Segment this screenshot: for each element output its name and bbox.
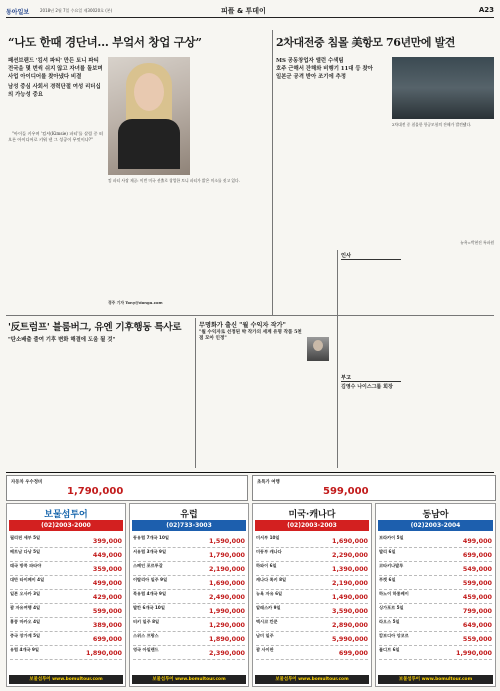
ad-row-price: 1,290,000 <box>209 621 245 629</box>
article1-sub3: 남성 중심 사회서 경력단절 여성 리더십의 가능성 중요 <box>8 84 101 98</box>
article2-sub1: MS 공동창업자 앨런 수색팀 <box>276 58 344 64</box>
column-divider-2 <box>195 318 196 468</box>
ad-row-name: 미서부 10일 <box>256 535 280 540</box>
ad-row-name: 멕시코 칸쿤 <box>256 619 278 624</box>
ad-row-price: 559,000 <box>462 635 492 643</box>
article1-subheads <box>8 57 103 99</box>
article1-headline: “나도 한때 경단녀… 부엌서 창업 구상” <box>8 35 202 49</box>
ad-row-price: 2,190,000 <box>332 579 368 587</box>
ad-top-right-price: 599,000 <box>323 486 369 497</box>
ad-row-price: 1,690,000 <box>332 537 368 545</box>
funeral-body-col2 <box>418 392 494 466</box>
ad-row-price: 359,000 <box>92 565 122 573</box>
issue-date: 2018년 2월 7일 수요일 제30020호 (본) <box>40 8 113 13</box>
ad-row-price: 1,690,000 <box>209 579 245 587</box>
ad-row[interactable] <box>379 590 492 604</box>
ad-row-price: 1,890,000 <box>86 649 122 657</box>
photo-face-shape <box>134 73 164 111</box>
ad-row-name: 중국 장가계 5일 <box>10 633 41 638</box>
ad-row[interactable] <box>10 548 122 562</box>
ad-row-name: 필리핀 세부 5일 <box>10 535 41 540</box>
ad-row[interactable] <box>379 646 492 660</box>
article2-photo <box>392 57 494 119</box>
ad-row-name: 스위스 프랑스 <box>133 633 159 638</box>
ad-row-name: 싱가포르 5일 <box>379 605 404 610</box>
ad-row-name: 남미 일주 <box>256 633 274 638</box>
ad-row-name: 캐나다 록키 8일 <box>256 577 287 582</box>
article4-body-col2 <box>268 366 333 466</box>
ad-row-name: 알래스카 9일 <box>256 605 281 610</box>
ad-row-name: 코타키나발루 <box>379 563 404 568</box>
ad-brand: 보물섬투어 <box>44 510 88 520</box>
ad-row[interactable] <box>10 604 122 618</box>
ad-row-price: 699,000 <box>338 649 368 657</box>
ad-phone-banner: (02)2003-2000 <box>9 520 123 531</box>
article3-body-col2 <box>100 348 190 466</box>
ad-phone-banner: (02)733-3003 <box>132 520 246 531</box>
ad-row[interactable] <box>256 632 368 646</box>
ad-row-name: 뉴욕 자유 6일 <box>256 591 283 596</box>
ad-row-price: 699,000 <box>462 551 492 559</box>
portrait-head-shape <box>313 340 323 351</box>
ad-row-price: 2,190,000 <box>209 565 245 573</box>
ad-column-3[interactable] <box>252 503 372 687</box>
ad-row-price: 459,000 <box>462 593 492 601</box>
ad-top-left-price: 1,790,000 <box>67 486 124 497</box>
article1-sub1: 패션브랜드 '킴셔 파티' 만든 토니 파티 <box>8 58 99 64</box>
ad-row-price: 599,000 <box>462 579 492 587</box>
ad-footer[interactable]: 보물섬투어 www.bomultour.com <box>132 675 246 684</box>
ad-row-price: 1,590,000 <box>209 537 245 545</box>
article1-sub2: 전국을 몇 번씩 쉬지 않고 자녀를 돌보며 사업 아이디어를 찾아냈다 비결 <box>8 66 103 80</box>
ad-row[interactable] <box>10 632 122 646</box>
ad-row-name: 하노이 하롱베이 <box>379 591 409 596</box>
people-section-label: 인사 <box>341 252 401 260</box>
ad-row-price: 2,390,000 <box>209 649 245 657</box>
photo-dress-shape <box>118 119 180 169</box>
ad-row[interactable] <box>256 618 368 632</box>
ad-row-price: 699,000 <box>92 635 122 643</box>
article1-body-col3 <box>196 57 266 307</box>
ad-row-price: 399,000 <box>92 537 122 545</box>
ad-row-name: 서유럽 3개국 9일 <box>133 549 167 554</box>
ad-row-price: 2,890,000 <box>332 621 368 629</box>
article4-body <box>199 366 264 466</box>
article1-body <box>8 131 103 309</box>
ad-row-name: 터키 일주 8일 <box>133 619 160 624</box>
page-number: A23 <box>478 6 494 14</box>
article4-sub: "월 수익자로 선정된 박 작가의 세계 유명 작품 5천 점 모아 인정" <box>199 330 302 341</box>
ad-brand: 미국·캐나다 <box>288 510 336 520</box>
ad-row[interactable] <box>133 632 245 646</box>
ad-column-4[interactable] <box>375 503 496 687</box>
ad-row[interactable] <box>256 548 368 562</box>
ad-row[interactable] <box>379 562 492 576</box>
ad-row-name: 하와이 6일 <box>256 563 277 568</box>
ad-row-name: 보라카이 5일 <box>379 535 404 540</box>
ad-row[interactable] <box>133 548 245 562</box>
ad-row[interactable] <box>379 548 492 562</box>
ad-row-name: 몰디브 6일 <box>379 647 400 652</box>
article2-caption: 2차대전 중 침몰한 항공모함의 잔해가 발견됐다. <box>392 122 472 127</box>
ad-row[interactable] <box>133 646 245 660</box>
column-divider-3 <box>337 250 338 468</box>
ad-row-price: 549,000 <box>462 565 492 573</box>
ad-row[interactable] <box>256 562 368 576</box>
ad-brand: 유럽 <box>180 510 198 520</box>
ad-column-1[interactable] <box>6 503 126 687</box>
ad-row-price: 449,000 <box>92 551 122 559</box>
ad-row-name: 괌 사이판 <box>256 647 274 652</box>
ad-row[interactable] <box>379 534 492 548</box>
ad-phone-banner: (02)2003-2003 <box>255 520 369 531</box>
ad-row[interactable] <box>10 534 122 548</box>
ad-row-price: 2,290,000 <box>332 551 368 559</box>
ad-row-name: 북유럽 4개국 9일 <box>133 591 167 596</box>
ad-row-name: 발리 6일 <box>379 549 396 554</box>
ad-row[interactable] <box>256 576 368 590</box>
ad-row[interactable] <box>133 534 245 548</box>
ad-row[interactable] <box>10 590 122 604</box>
article1-photo <box>108 57 190 175</box>
ad-row-name: 일본 오사카 3일 <box>10 591 41 596</box>
ad-row[interactable] <box>10 576 122 590</box>
ad-footer[interactable]: 보물섬투어 www.bomultour.com <box>9 675 123 684</box>
ad-row-price: 2,490,000 <box>209 593 245 601</box>
ad-row-price: 649,000 <box>462 621 492 629</box>
ad-row[interactable] <box>133 562 245 576</box>
ad-row-name: 유럽 4개국 9일 <box>10 647 39 652</box>
ad-footer[interactable]: 보물섬투어 www.bomultour.com <box>378 675 493 684</box>
funeral-item: 김영수 나이스그룹 회장 <box>341 384 393 390</box>
ad-row[interactable] <box>133 618 245 632</box>
ad-row-name: 라오스 5일 <box>379 619 400 624</box>
ad-row-name: 이탈리아 일주 9일 <box>133 577 168 582</box>
article2-credit: 뉴욕=박현진 특파원 <box>460 240 494 245</box>
ad-row[interactable] <box>10 562 122 576</box>
people-list-col2 <box>418 262 494 370</box>
ad-row-price: 1,390,000 <box>332 565 368 573</box>
ad-row-price: 599,000 <box>92 607 122 615</box>
ad-row-name: 태국 방콕 파타야 <box>10 563 42 568</box>
ad-footer[interactable]: 보물섬투어 www.bomultour.com <box>255 675 369 684</box>
article2-sub3: 일본군 공격 받아 조기에 추정 <box>276 74 346 80</box>
ad-row[interactable] <box>379 618 492 632</box>
ad-row-name: 스페인 포르투갈 <box>133 563 163 568</box>
ad-row-price: 499,000 <box>462 537 492 545</box>
ad-row-price: 1,490,000 <box>332 593 368 601</box>
ad-row-name: 대만 타이페이 4일 <box>10 577 45 582</box>
people-list <box>341 262 413 370</box>
ad-phone-banner: (02)2003-2004 <box>378 520 493 531</box>
ad-row-name: 푸켓 6일 <box>379 577 396 582</box>
ad-row[interactable] <box>256 534 368 548</box>
ad-row[interactable] <box>256 604 368 618</box>
article4-headline: 무명화가 출신 "월 수익자 작가" <box>199 322 286 329</box>
ad-row[interactable] <box>133 604 245 618</box>
ad-brand: 동남아 <box>422 510 449 520</box>
ad-row-name: 동유럽 7개국 10일 <box>133 535 169 540</box>
ad-row[interactable] <box>379 632 492 646</box>
ad-row-price: 5,990,000 <box>332 635 368 643</box>
ad-top-right[interactable] <box>252 475 496 501</box>
ad-row[interactable] <box>10 618 122 632</box>
ad-row[interactable] <box>10 646 122 660</box>
ad-row-price: 429,000 <box>92 593 122 601</box>
ad-row[interactable] <box>256 646 368 660</box>
advertisement-area <box>6 472 494 687</box>
article1-caption: 킴 파티 사장 제공: 이번 미국 선출로 창업한 토니 파티가 밝은 미소를 짓고 있다. <box>108 178 240 183</box>
ad-row-price: 1,990,000 <box>456 649 492 657</box>
article3-body <box>8 348 94 466</box>
funeral-section-label: 부고 <box>341 374 401 382</box>
newspaper-logo: 동아일보 <box>6 9 30 16</box>
ad-row-name: 괌 자유여행 4일 <box>10 605 41 610</box>
ad-row-name: 홍콩 마카오 4일 <box>10 619 41 624</box>
section-title: 피플 & 투데이 <box>221 7 266 15</box>
article1-body-col2 <box>108 190 183 294</box>
ad-row[interactable] <box>133 590 245 604</box>
article2-headline: 2차대전중 침몰 美항모 76년만에 발견 <box>276 36 456 49</box>
ad-row-name: 베트남 다낭 5일 <box>10 549 41 554</box>
ad-row[interactable] <box>379 604 492 618</box>
article2-sub2: 호주 근해서 잔해와 비행기 11대 등 찾아 <box>276 66 373 72</box>
ad-row-name: 발칸 6개국 10일 <box>133 605 165 610</box>
ad-row-price: 1,990,000 <box>209 607 245 615</box>
ad-row-price: 3,590,000 <box>332 607 368 615</box>
article3-headline: '反트럼프' 블룸버그, 유엔 기후행동 특사로 <box>8 322 182 333</box>
ad-top-right-label: 초특가 여행 <box>257 480 280 485</box>
ad-row[interactable] <box>133 576 245 590</box>
page-header <box>6 5 494 18</box>
ad-row-price: 799,000 <box>462 607 492 615</box>
ad-top-left-label: 자동차 우수정비 <box>11 480 43 485</box>
ad-row[interactable] <box>256 590 368 604</box>
article2-subheads <box>276 57 386 81</box>
column-divider <box>272 30 273 315</box>
ad-row[interactable] <box>379 576 492 590</box>
ad-row-name: 미동부 캐나다 <box>256 549 282 554</box>
ad-row-name: 캄보디아 앙코르 <box>379 633 409 638</box>
ad-row-price: 1,790,000 <box>209 551 245 559</box>
article4-photo <box>307 337 329 361</box>
funeral-body <box>341 392 413 466</box>
article2-body-col2 <box>392 140 494 240</box>
ad-row-price: 1,890,000 <box>209 635 245 643</box>
article3-sub: "탄소배출 줄여 기후 변화 해결에 도움 될 것" <box>8 337 116 343</box>
ad-row-name: 영국 아일랜드 <box>133 647 159 652</box>
article1-credit: 경주 기자 Tony@donga.com <box>108 300 163 305</box>
ad-column-2[interactable] <box>129 503 249 687</box>
article1-quote: "아이들 키우며 '킴셔(Kimsie) 파티'를 살림 중 떠오른 아이디어로 키워 낸 그 성공이 무엇이냐?" <box>8 131 103 143</box>
ad-row-price: 499,000 <box>92 579 122 587</box>
article2-body <box>276 87 386 247</box>
ad-top-left[interactable] <box>6 475 248 501</box>
ad-row-price: 389,000 <box>92 621 122 629</box>
